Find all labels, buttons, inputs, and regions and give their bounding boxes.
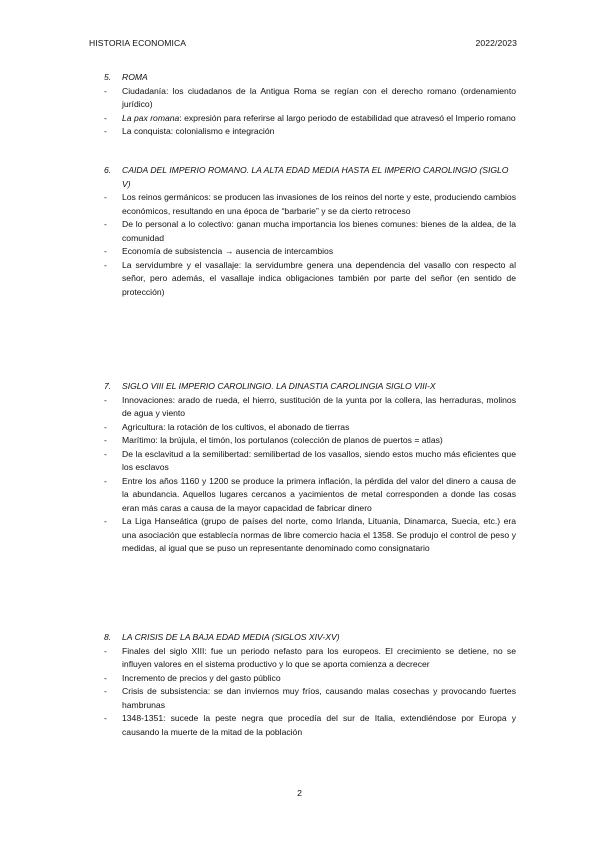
section-number: 8.: [104, 632, 112, 642]
section-title: ROMA: [122, 72, 148, 82]
section-heading: [104, 71, 516, 85]
section-roma: [104, 71, 516, 139]
list-item: - Economía de subsistencia → ausencia de intercambios: [104, 245, 516, 259]
list-item: - Marítimo: la brújula, el timón, los portulanos (colección de planos de puertos = atlas): [104, 434, 516, 448]
list-item-text: : expresión para referirse al largo periodo de estabilidad que atravesó el Imperio romano: [179, 112, 516, 123]
list-item: - Incremento de precios y del gasto público: [104, 672, 516, 686]
list-item: - La servidumbre y el vasallaje: la servidumbre genera una dependencia del vasallo con respecto al señor, pero además, el vasallaje indica obligaciones también por parte del señor (en sentido de protección): [104, 259, 516, 300]
page-number: 2: [297, 788, 302, 798]
bullet-list: [104, 394, 516, 556]
emphasis-term: La pax romana: [122, 112, 180, 123]
section-heading: [104, 380, 516, 394]
list-item: - Innovaciones: arado de rueda, el hierro, sustitución de la yunta por la collera, las herraduras, molinos de agua y viento: [104, 394, 516, 421]
list-item: - Los reinos germánicos: se producen las invasiones de los reinos del norte y este, produciendo cambios económicos, resultando en una época de “barbarie” y se da cierto retroceso: [104, 191, 516, 218]
section-heading: [104, 164, 516, 191]
section-caida-imperio: [104, 164, 516, 299]
section-number: 5.: [104, 72, 112, 82]
section-heading: [104, 631, 516, 645]
bullet-list: [104, 191, 516, 299]
list-item: - Entre los años 1160 y 1200 se produce la primera inflación, la pérdida del valor del dinero a causa de la abundancia. Aquellos lugares cercanos a yacimientos de metal corresponden a donde las cosas eran más caras a causa de la mayor capacidad de fabricar dinero: [104, 475, 516, 516]
section-number: 7.: [104, 381, 112, 391]
list-item: [104, 112, 516, 126]
list-item: - La Liga Hanseática (grupo de países del norte, como Irlanda, Lituania, Dinamarca, Suecia, etc.) era una asociación que establecía normas de libre comercio hacia el 1358. Se produjo el control de peso y medidas, al igual que se puso un representante denominado como consignatario: [104, 515, 516, 556]
bullet-list: [104, 645, 516, 740]
header-title: HISTORIA ECONOMICA: [89, 38, 187, 48]
list-item: - Agricultura: la rotación de los cultivos, el abonado de tierras: [104, 421, 516, 435]
list-item: - 1348-1351: sucede la peste negra que procedía del sur de Italia, extendiéndose por Europa y causando la muerte de la mitad de la población: [104, 712, 516, 739]
list-item: - Ciudadanía: los ciudadanos de la Antigua Roma se regían con el derecho romano (ordenamiento jurídico): [104, 85, 516, 112]
list-item: - De la esclavitud a la semilibertad: semilibertad de los vasallos, siendo estos mucho más eficientes que los esclavos: [104, 448, 516, 475]
list-item: - La conquista: colonialismo e integración: [104, 125, 516, 139]
list-item: - De lo personal a lo colectivo: ganan mucha importancia los bienes comunes: bienes de la aldea, de la comunidad: [104, 218, 516, 245]
section-title: SIGLO VIII EL IMPERIO CAROLINGIO. LA DINASTIA CAROLINGIA SIGLO VIII-X: [122, 381, 436, 391]
section-crisis-baja-edad-media: [104, 631, 516, 739]
section-imperio-carolingio: [104, 380, 516, 556]
section-title: LA CRISIS DE LA BAJA EDAD MEDIA (SIGLOS XIV-XV): [122, 632, 340, 642]
section-number: 6.: [104, 165, 112, 175]
section-title: CAIDA DEL IMPERIO ROMANO. LA ALTA EDAD MEDIA HASTA EL IMPERIO CAROLINGIO (SIGLO V): [122, 165, 509, 189]
bullet-list: [104, 85, 516, 139]
header-year: 2022/2023: [475, 38, 517, 48]
list-item: - Crisis de subsistencia: se dan inviernos muy fríos, causando malas cosechas y provocando fuertes hambrunas: [104, 685, 516, 712]
list-item: - Finales del siglo XIII: fue un periodo nefasto para los europeos. El crecimiento se detiene, no se influyen valores en el sistema productivo y lo que se aporta comienza a decrecer: [104, 645, 516, 672]
